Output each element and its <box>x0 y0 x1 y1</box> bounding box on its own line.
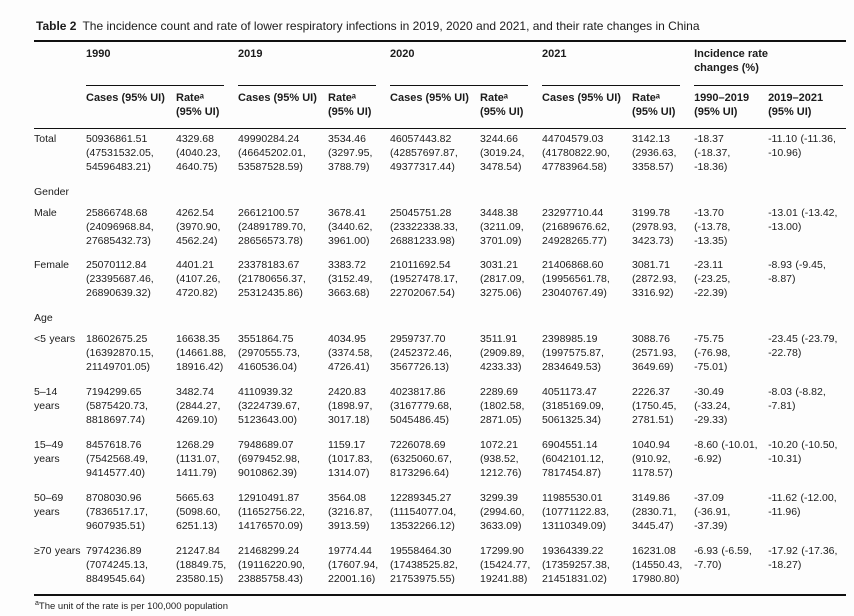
table-cell: 3482.74 (2844.27, 4269.10) <box>176 386 221 427</box>
footnote-marker: a <box>35 599 39 607</box>
group-2020-label: 2020 <box>390 48 415 61</box>
table-cell: 11985530.01 (10771122.83, 13110349.09) <box>542 491 609 532</box>
table-cell: -8.03 (-8.82, -7.81) <box>768 386 826 413</box>
table-cell: 21468299.24 (19116220.90, 23885758.43) <box>238 544 305 585</box>
table-title <box>34 16 846 42</box>
group-1990-label: 1990 <box>86 48 111 61</box>
table-row <box>34 382 846 435</box>
table-body <box>34 128 846 594</box>
table-cell: 4401.21 (4107.26, 4720.82) <box>176 259 221 300</box>
table-cell: 21011692.54 (19527478.17, 22702067.54) <box>390 259 458 300</box>
group-2021 <box>542 42 694 86</box>
table-footnote <box>34 596 846 612</box>
table-cell: 21406868.60 (19956561.78, 23040767.49) <box>542 259 610 300</box>
footnote-text: The unit of the rate is per 100,000 population <box>38 600 228 612</box>
row-label: 50–69 years <box>34 491 64 518</box>
row-label: <5 years <box>34 333 76 346</box>
table-cell: 8457618.76 (7542568.49, 9414577.40) <box>86 438 148 479</box>
table-cell: 3244.66 (3019.24, 3478.54) <box>480 132 525 173</box>
table-cell: 1040.94 (910.92, 1178.57) <box>632 438 673 479</box>
col-2019-cases: Cases (95% UI) <box>238 86 328 128</box>
row-label: Female <box>34 259 70 272</box>
table-cell: -75.75 (-76.98, -75.01) <box>694 333 731 374</box>
table-cell: 23297710.44 (21689676.62, 24928265.77) <box>542 206 610 247</box>
table-cell: 8708030.96 (7836517.17, 9607935.51) <box>86 491 148 532</box>
table-cell: 3142.13 (2936.63, 3358.57) <box>632 132 677 173</box>
table-cell: -23.11 (-23.25, -22.39) <box>694 259 731 300</box>
table-cell: 3088.76 (2571.93, 3649.69) <box>632 333 677 374</box>
table-cell: 19558464.30 (17438525.82, 21753975.55) <box>390 544 458 585</box>
table-row <box>34 128 846 181</box>
table-cell: -11.10 (-11.36, -10.96) <box>768 132 836 159</box>
table-cell: 6904551.14 (6042101.12, 7817454.87) <box>542 438 604 479</box>
section-label: Gender <box>34 185 70 198</box>
table-row <box>34 329 846 382</box>
table-cell: 19364339.22 (17359257.38, 21451831.02) <box>542 544 610 585</box>
section-row <box>34 182 846 203</box>
table-cell: 3149.86 (2830.71, 3445.47) <box>632 491 677 532</box>
table-cell: 4023817.86 (3167779.68, 5045486.45) <box>390 386 452 427</box>
table-cell: -8.60 (-10.01, -6.92) <box>694 438 758 465</box>
col-2020-cases: Cases (95% UI) <box>390 86 480 128</box>
table-cell: 23378183.67 (21780656.37, 25312435.86) <box>238 259 306 300</box>
table-cell: 3299.39 (2994.60, 3633.09) <box>480 491 525 532</box>
col-change-1990-2019: 1990–2019 (95% UI) <box>694 86 768 128</box>
col-2021-rate: Rateᵃ (95% UI) <box>632 86 694 128</box>
table-cell: 21247.84 (18849.75, 23580.15) <box>176 544 227 585</box>
table-cell: 3383.72 (3152.49, 3663.68) <box>328 259 373 300</box>
table-cell: -30.49 (-33.24, -29.33) <box>694 386 731 427</box>
group-rate-changes <box>694 42 846 86</box>
group-2019 <box>238 42 390 86</box>
table-cell: 3031.21 (2817.09, 3275.06) <box>480 259 525 300</box>
table-cell: 3081.71 (2872.93, 3316.92) <box>632 259 677 300</box>
table-cell: 12289345.27 (11154077.04, 13532266.12) <box>390 491 457 532</box>
table-cell: 25070112.84 (23395687.46, 26890639.32) <box>86 259 154 300</box>
group-2019-label: 2019 <box>238 48 263 61</box>
row-label: Male <box>34 206 57 219</box>
table-cell: 50936861.51 (47531532.05, 54596483.21) <box>86 132 154 173</box>
table-cell: -13.70 (-13.78, -13.35) <box>694 206 731 247</box>
table-cell: 16638.35 (14661.88, 18916.42) <box>176 333 227 374</box>
table-cell: 26612100.57 (24891789.70, 28656573.78) <box>238 206 306 247</box>
col-2021-cases: Cases (95% UI) <box>542 86 632 128</box>
table-cell: 4262.54 (3970.90, 4562.24) <box>176 206 221 247</box>
table-cell: 7194299.65 (5875420.73, 8818697.74) <box>86 386 148 427</box>
table-cell: 2398985.19 (1997575.87, 2834649.53) <box>542 333 604 374</box>
col-change-2019-2021: 2019–2021 (95% UI) <box>768 86 846 128</box>
col-1990-cases: Cases (95% UI) <box>86 86 176 128</box>
row-label: ≥70 years <box>34 544 81 557</box>
table-cell: 1159.17 (1017.83, 1314.07) <box>328 438 373 479</box>
table-cell: 4110939.32 (3224739.67, 5123643.00) <box>238 386 300 427</box>
subheader-row <box>34 86 846 128</box>
incidence-table <box>34 42 846 595</box>
table-row <box>34 541 846 595</box>
table-row <box>34 435 846 488</box>
table-cell: 12910491.87 (11652756.22, 14176570.09) <box>238 491 305 532</box>
table-cell: 7948689.07 (6979452.98, 9010862.39) <box>238 438 300 479</box>
table-cell: 3564.08 (3216.87, 3913.59) <box>328 491 373 532</box>
group-2021-label: 2021 <box>542 48 567 61</box>
table-row <box>34 203 846 256</box>
table-cell: -17.92 (-17.36, -18.27) <box>768 544 838 571</box>
table-cell: 44704579.03 (41780822.90, 47783964.58) <box>542 132 610 173</box>
table-cell: 3678.41 (3440.62, 3961.00) <box>328 206 373 247</box>
col-1990-rate: Rateᵃ (95% UI) <box>176 86 238 128</box>
year-group-row <box>34 42 846 86</box>
table-cell: 5665.63 (5098.60, 6251.13) <box>176 491 221 532</box>
table-cell: -18.37 (-18.37, -18.36) <box>694 132 731 173</box>
table-caption: The incidence count and rate of lower respiratory infections in 2019, 2020 and 2021, and their rate changes in China <box>82 19 700 33</box>
table-cell: -8.93 (-9.45, -8.87) <box>768 259 826 286</box>
row-label: Total <box>34 132 57 145</box>
table-cell: 25045751.28 (23322338.33, 26881233.98) <box>390 206 458 247</box>
table-cell: 7974236.89 (7074245.13, 8849545.64) <box>86 544 148 585</box>
table-cell: -11.62 (-12.00, -11.96) <box>768 491 837 518</box>
table-cell: -13.01 (-13.42, -13.00) <box>768 206 838 233</box>
table-cell: 2289.69 (1802.58, 2871.05) <box>480 386 525 427</box>
table-cell: 1268.29 (1131.07, 1411.79) <box>176 438 220 479</box>
table-cell: 46057443.82 (42857697.87, 49377317.44) <box>390 132 458 173</box>
section-row <box>34 308 846 329</box>
table-cell: 3511.91 (2909.89, 4233.33) <box>480 333 525 374</box>
section-label: Age <box>34 312 53 325</box>
table-cell: 49990284.24 (46645202.01, 53587528.59) <box>238 132 306 173</box>
table-cell: 3534.46 (3297.95, 3788.79) <box>328 132 373 173</box>
table-cell: 4329.68 (4040.23, 4640.75) <box>176 132 221 173</box>
table-cell: 4051173.47 (3185169.09, 5061325.34) <box>542 386 604 427</box>
table-cell: 16231.08 (14550.43, 17980.80) <box>632 544 683 585</box>
table-cell: 25866748.68 (24096968.84, 27685432.73) <box>86 206 154 247</box>
table-head <box>34 42 846 128</box>
row-label-spacer <box>34 42 86 86</box>
row-label: 5–14 years <box>34 386 60 413</box>
table-cell: 7226078.69 (6325060.67, 8173296.64) <box>390 438 452 479</box>
table-cell: -37.09 (-36.91, -37.39) <box>694 491 731 532</box>
table-cell: -23.45 (-23.79, -22.78) <box>768 333 838 360</box>
col-2019-rate: Rateᵃ (95% UI) <box>328 86 390 128</box>
subheader-empty <box>34 86 86 128</box>
table-cell: 18602675.25 (16392870.15, 21149701.05) <box>86 333 154 374</box>
table-cell: -10.20 (-10.50, -10.31) <box>768 438 838 465</box>
table-cell: 19774.44 (17607.94, 22001.16) <box>328 544 379 585</box>
table-row <box>34 488 846 541</box>
table-number: Table 2 <box>36 19 77 33</box>
table-cell: 17299.90 (15424.77, 19241.88) <box>480 544 531 585</box>
table-row <box>34 255 846 308</box>
group-1990 <box>86 42 238 86</box>
table-cell: 2959737.70 (2452372.46, 3567726.13) <box>390 333 452 374</box>
group-rate-changes-label: Incidence rate changes (%) <box>694 48 769 74</box>
group-2020 <box>390 42 542 86</box>
table-cell: 2226.37 (1750.45, 2781.51) <box>632 386 677 427</box>
row-label: 15–49 years <box>34 438 64 465</box>
table-cell: 4034.95 (3374.58, 4726.41) <box>328 333 373 374</box>
table-cell: 3199.78 (2978.93, 3423.73) <box>632 206 677 247</box>
table-cell: 3551864.75 (2970555.73, 4160536.04) <box>238 333 300 374</box>
col-2020-rate: Rateᵃ (95% UI) <box>480 86 542 128</box>
table-cell: -6.93 (-6.59, -7.70) <box>694 544 752 571</box>
table-cell: 1072.21 (938.52, 1212.76) <box>480 438 522 479</box>
table-cell: 3448.38 (3211.09, 3701.09) <box>480 206 524 247</box>
table-cell: 2420.83 (1898.97, 3017.18) <box>328 386 373 427</box>
